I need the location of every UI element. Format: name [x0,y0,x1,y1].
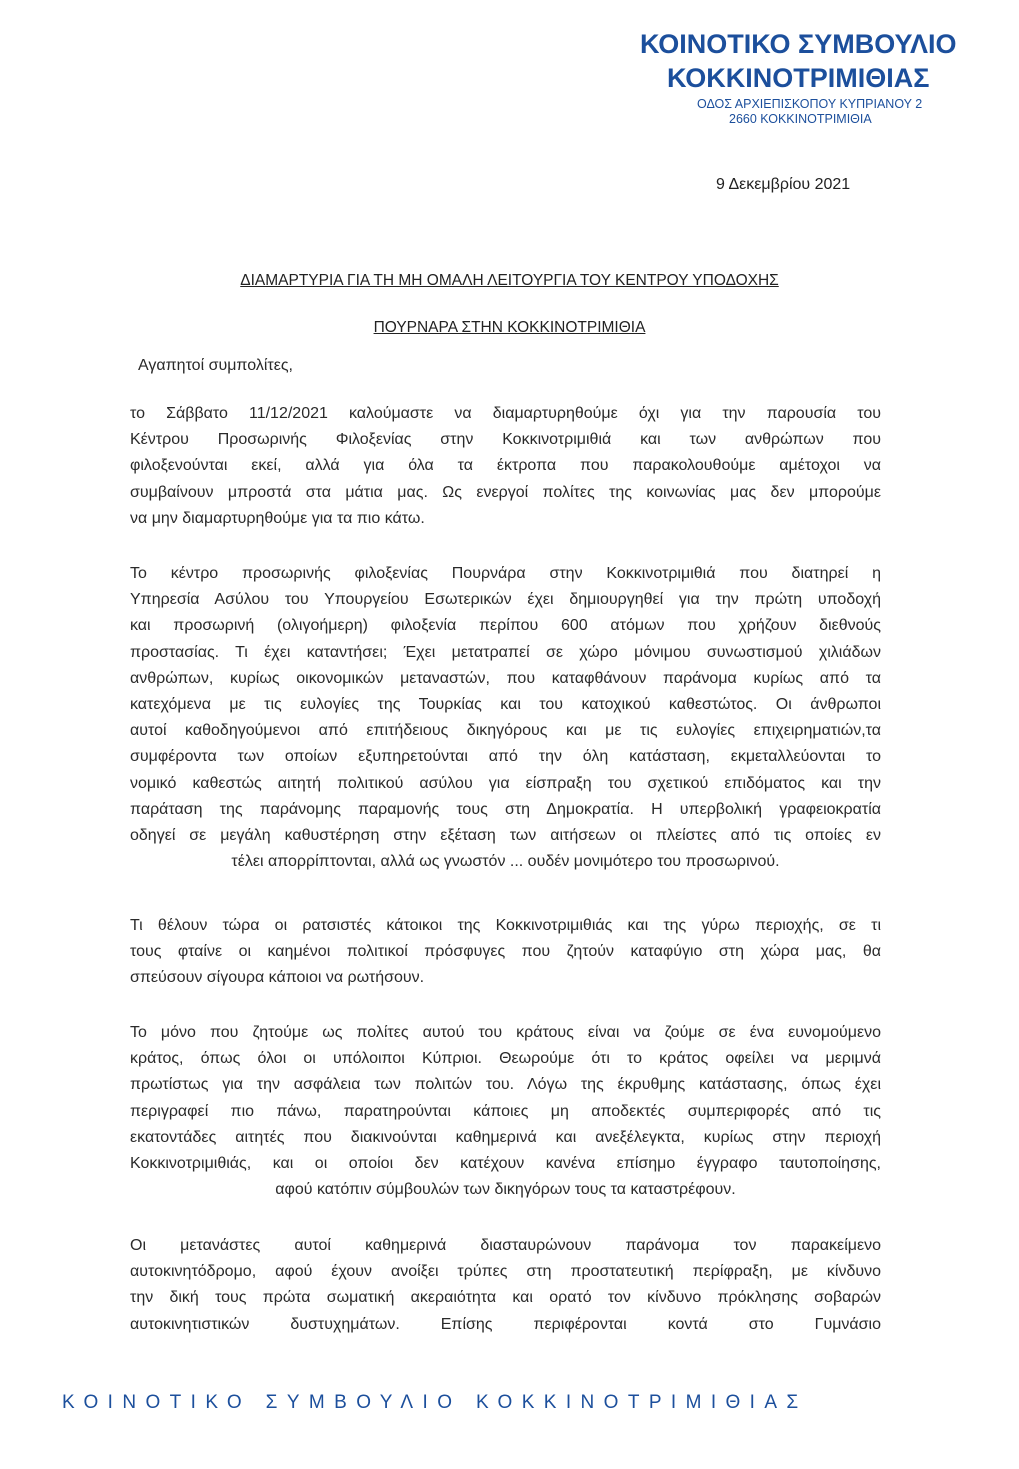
paragraph-2 [130,561,881,875]
letterhead-address-street: ΟΔΟΣ ΑΡΧΙΕΠΙΣΚΟΠΟΥ ΚΥΠΡΙΑΝΟΥ 2 [697,97,923,111]
letter-title-line2: ΠΟΥΡΝΑΡΑ ΣΤΗΝ ΚΟΚΚΙΝΟΤΡΙΜΙΘΙΑ [373,319,646,336]
footer-council-name: ΚΟΙΝΟΤΙΚΟ ΣΥΜΒΟΥΛΙΟ ΚΟΚΚΙΝΟΤΡΙΜΙΘΙΑΣ [62,1392,808,1413]
paragraph-line: κατεχόμενα με τις ευλογίες της Τουρκίας και του κατοχικού καθεστώτος. Οι άνθρωποι [130,696,881,714]
paragraph-line: Κοκκινοτριμιθιάς, και οι οποίοι δεν κατέχουν κανένα επίσημο έγγραφο ταυτοποίησης, [130,1155,881,1173]
letter-date: 9 Δεκεμβρίου 2021 [716,176,851,193]
paragraph-3 [130,913,881,992]
paragraph-line: και προσωρινή (ολιγοήμερη) φιλοξενία περίπου 600 ατόμων που χρήζουν διεθνούς [130,617,881,635]
paragraph-line: τους φταίνε οι καημένοι πολιτικοί πρόσφυγες που ζητούν καταφύγιο στη χώρα μας, θα [130,943,881,961]
paragraph-line: εκατοντάδες αιτητές που διακινούνται καθημερινά και ανεξέλεγκτα, κυρίως στην περιοχή [130,1128,881,1146]
paragraph-line: συμβαίνουν μπροστά στα μάτια μας. Ως ενεργοί πολίτες της κοινωνίας μας δεν μπορούμε [130,483,881,501]
paragraph-line: το Σάββατο 11/12/2021 καλούμαστε να διαμαρτυρηθούμε όχι για την παρουσία του [130,405,881,422]
paragraph-line: Κέντρου Προσωρινής Φιλοξενίας στην Κοκκινοτριμιθιά και των ανθρώπων που [130,431,881,449]
letterhead-council-name-line1: ΚΟΙΝΟΤΙΚΟ ΣΥΜΒΟΥΛΙΟ [640,29,957,59]
paragraph-line: Οι μετανάστες αυτοί καθημερινά διασταυρώνουν παράνομα τον παρακείμενο [130,1237,881,1254]
paragraph-1 [130,401,881,532]
paragraph-line: αφού κατόπιν σύμβουλών των δικηγόρων τους τα καταστρέφουν. [275,1181,736,1199]
paragraph-line: προστασίας. Τι έχει καταντήσει; Έχει μετατραπεί σε χώρο μόνιμου συνωστισμού χιλιάδων [130,643,881,661]
paragraph-line: Το μόνο που ζητούμε ως πολίτες αυτού του κράτους είναι να ζούμε σε ένα ευνομούμενο [130,1024,881,1041]
paragraph-line: αυτοκινητόδρομο, αφού έχουν ανοίξει τρύπες στη προστατευτική περίφραξη, με κίνδυνο [130,1263,881,1281]
paragraph-line: φιλοξενούνται εκεί, αλλά για όλα τα έκτροπα που παρακολουθούμε αμέτοχοι να [130,457,881,475]
letterhead-address-postcode: 2660 ΚΟΚΚΙΝΟΤΡΙΜΙΘΙΑ [729,112,872,126]
paragraph-5 [130,1233,881,1338]
paragraph-line: πρωτίστως για την ασφάλεια των πολιτών του. Λόγω της έκρυθμης κατάστασης, όπως έχει [130,1076,881,1094]
paragraph-line: παράταση της παράνομης παραμονής τους στη Δημοκρατία. Η υπερβολική γραφειοκρατία [130,800,881,818]
paragraph-line: νομικό καθεστώς αιτητή πολιτικού ασύλου για είσπραξη του σχετικού επιδόματος και την [130,774,881,792]
paragraph-line: οδηγεί σε μεγάλη καθυστέρηση στην εξέταση των αιτήσεων οι πλείστες από τις οποίες εν [130,827,881,845]
paragraph-line: να μην διαμαρτυρηθούμε για τα πιο κάτω. [130,509,425,527]
paragraph-line: σπεύσουν σίγουρα κάποιοι να ρωτήσουν. [130,969,425,987]
paragraph-line: την δική τους πρώτα σωματική ακεραιότητα και ορατό τον κίνδυνο πρόκλησης σοβαρών [130,1289,881,1307]
letterhead-council-name-line2: ΚΟΚΚΙΝΟΤΡΙΜΙΘΙΑΣ [667,63,930,93]
paragraph-line: αυτοί καθοδηγούμενοι από επιτήδειους δικηγόρους και με τις ευλογίες επιχειρηματιών,τα [130,722,881,740]
paragraph-line: Υπηρεσία Ασύλου του Υπουργείου Εσωτερικών έχει δημιουργηθεί για την πρώτη υποδοχή [130,591,881,609]
paragraph-line: συμφέροντα των οποίων εξυπηρετούνται από την όλη κατάσταση, εκμεταλλεύονται το [130,748,881,766]
letter-title-line1: ΔΙΑΜΑΡΤΥΡΙΑ ΓΙΑ ΤΗ ΜΗ ΟΜΑΛΗ ΛΕΙΤΟΥΡΓΙΑ ΤΟΥ ΚΕΝΤΡΟΥ ΥΠΟΔΟΧΗΣ [240,272,779,289]
paragraph-line: ανθρώπων, κυρίως οικονομικών μεταναστών, που καταφθάνουν παράνομα κυρίως από τα [130,669,881,687]
paragraph-line: τέλει απορρίπτονται, αλλά ως γνωστόν ... ουδέν μονιμότερο του προσωρινού. [231,853,780,871]
salutation: Αγαπητοί συμπολίτες, [138,357,293,374]
paragraph-line: Το κέντρο προσωρινής φιλοξενίας Πουρνάρα στην Κοκκινοτριμιθιά που διατηρεί η [130,565,881,582]
paragraph-line: περιγραφεί πιο πάνω, παρατηρούνται κάποιες μη αποδεκτές συμπεριφορές από τις [130,1102,881,1120]
paragraph-line: Τι θέλουν τώρα οι ρατσιστές κάτοικοι της Κοκκινοτριμιθιάς και της γύρω περιοχής, σε τι [130,917,881,934]
paragraph-4 [130,1020,881,1203]
paragraph-line: αυτοκινητιστικών δυστυχημάτων. Επίσης περιφέρονται κοντά στο Γυμνάσιο [130,1315,881,1333]
paragraph-line: κράτος, όπως όλοι οι υπόλοιποι Κύπριοι. Θεωρούμε ότι το κράτος οφείλει να μεριμνά [130,1050,881,1068]
